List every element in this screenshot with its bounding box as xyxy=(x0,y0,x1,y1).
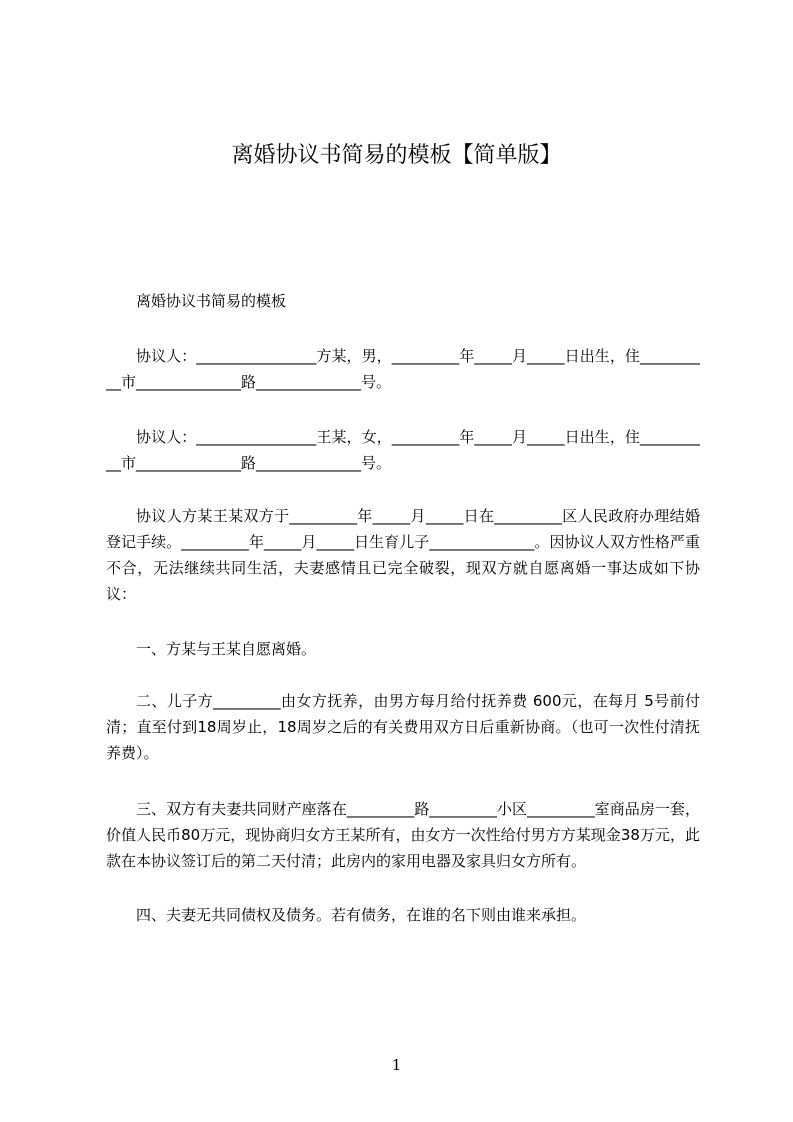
clause-4-paragraph: 四、夫妻无共同债权及债务。若有债务，在谁的名下则由谁来承担。 xyxy=(136,906,587,924)
party-female-paragraph: 协议人：________________王某，女，_________年_____月_____日出生，住__________市______________路______________号。 xyxy=(106,428,700,472)
page-number: 1 xyxy=(391,1056,402,1074)
background-paragraph: 协议人方某王某双方于_________年_____月_____日在_________区人民政府办理结婚登记手续。_________年_____月_____日生育儿子______________。因协议人双方性格严重不合，无法继续共同生活，夫妻感情且已完全破裂，现双方就自愿离婚一事达成如下协议： xyxy=(106,507,700,603)
document-title: 离婚协议书简易的模板【简单版】 xyxy=(231,143,562,168)
clause-3-paragraph: 三、双方有夫妻共同财产座落在_________路_________小区_________室商品房一套，价值人民币80万元，现协商归女方王某所有，由女方一次性给付男方方某现金38万元，此款在本协议签订后的第二天付清；此房内的家用电器及家具归女方所有。 xyxy=(106,800,700,870)
party-male-paragraph: 协议人：________________方某，男，_________年_____月_____日出生，住__________市______________路______________号。 xyxy=(106,347,700,391)
clause-1-paragraph: 一、方某与王某自愿离婚。 xyxy=(136,640,317,658)
subtitle-paragraph: 离婚协议书简易的模板 xyxy=(136,292,287,310)
clause-2-paragraph: 二、儿子方_________由女方抚养，由男方每月给付抚养费 600元，在每月 5号前付清；直至付到18周岁止，18周岁之后的有关费用双方日后重新协商。（也可一次性付清抚养费）。 xyxy=(106,692,700,762)
